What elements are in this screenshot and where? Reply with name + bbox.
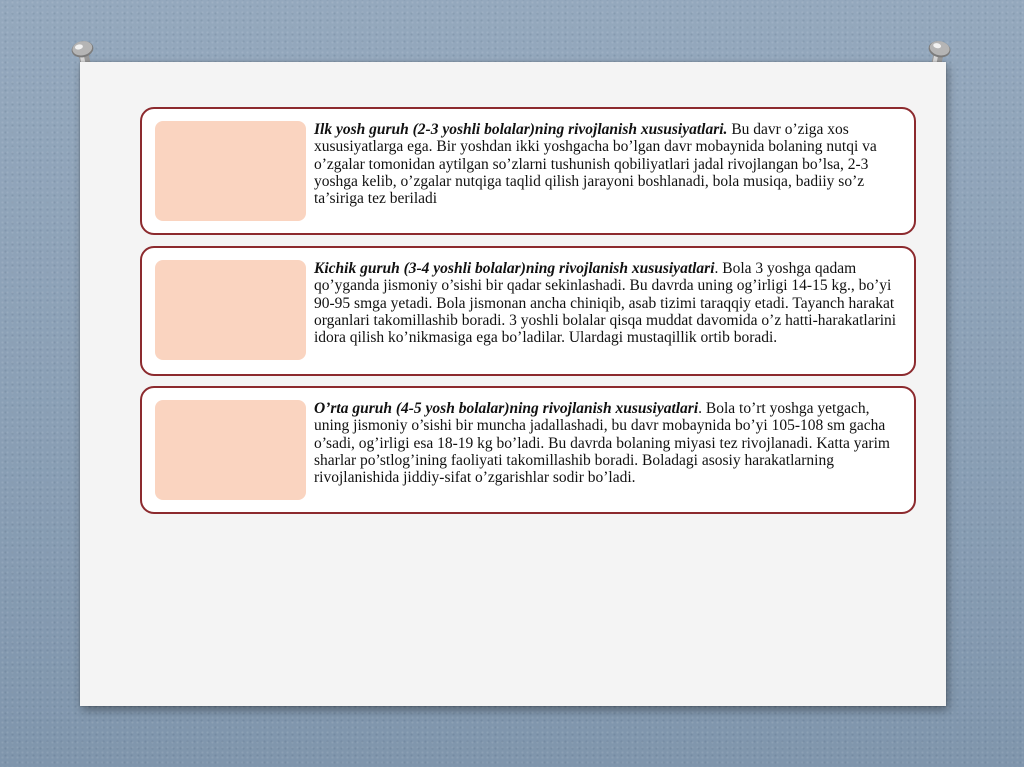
card-body: . Bola 3 yoshga qadam qo’yganda jismoniy o’sishi bir qadar sekinlashadi. Bu davrda uning og’irligi 14-15 kg., bo’yi 90-95 smga yetadi. Bola jismonan ancha chiniqib, asab tizimi taraqqiy etadi. Tayanch harakat organlari takomillashib boradi. 3 yoshli bolalar qisqa muddat davomida o’z hatti-harakatlarini idora qilish ko’nikmasiga ega bo’ladilar. Ulardagi mustaqillik ortib boradi. xyxy=(314,260,897,347)
content-card-orta-guruh xyxy=(140,386,916,514)
card-image-placeholder xyxy=(155,121,306,221)
card-text xyxy=(314,121,902,207)
card-text xyxy=(314,260,902,346)
card-body: . Bola to’rt yoshga yetgach, uning jismoniy o’sishi bir muncha jadallashadi, bu davr mobaynida bo’yi 105-108 sm gacha o’sadi, og’irligi esa 18-19 kg bo’ladi. Bu davrda bolaning miyasi tez rivojlanadi. Katta yarim sharlar po’stlog’ining faoliyati takomillashib boradi. Boladagi asosiy harakatlarning rivojlanishida jiddiy-sifat o’zgarishlar sodir bo’ladi. xyxy=(314,400,890,487)
card-image-placeholder xyxy=(155,400,306,500)
card-text xyxy=(314,400,902,486)
content-card-kichik-guruh xyxy=(140,246,916,376)
card-body: Bu davr o’ziga xos xususiyatlarga ega. Bir yoshdan ikki yoshgacha bo’lgan davr mobaynida bolaning nutqi va o’zgalar tomonidan aytilgan so’zlarni tushunish qobiliyatlari jadal rivojlangan bo’lsa, 2-3 yoshga kelib, o’zgalar nutqiga taqlid qilish jarayoni boshlanadi, bola musiqa, badiiy so’z ta’siriga tez beriladi xyxy=(314,121,877,208)
content-card-ilk-yosh xyxy=(140,107,916,235)
card-image-placeholder xyxy=(155,260,306,360)
card-title: Ilk yosh guruh (2-3 yoshli bolalar)ning rivojlanish xususiyatlari. xyxy=(314,121,728,138)
card-title: Kichik guruh (3-4 yoshli bolalar)ning rivojlanish xususiyatlari xyxy=(314,260,715,277)
card-title: O’rta guruh (4-5 yosh bolalar)ning rivojlanish xususiyatlari xyxy=(314,400,699,417)
